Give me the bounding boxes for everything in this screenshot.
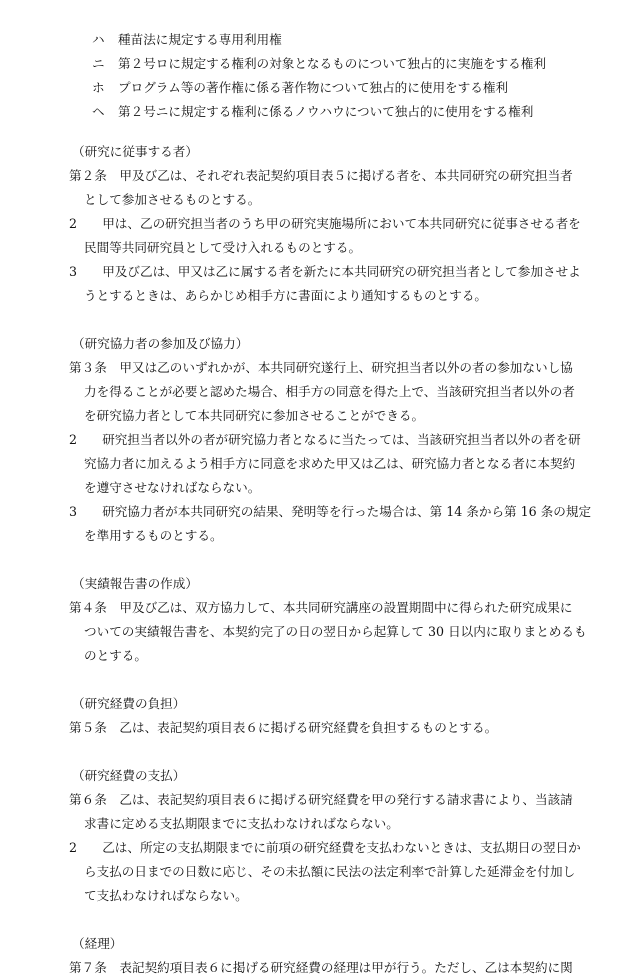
article-paragraph bbox=[0, 956, 630, 980]
paragraph-first-line: 2 甲は、乙の研究担当者のうち甲の研究実施場所において本共同研究に従事させる者を bbox=[69, 216, 581, 231]
article-paragraph bbox=[0, 212, 630, 260]
paragraph-first-line: 第４条 甲及び乙は、双方協力して、本共同研究講座の設置期間中に得られた研究成果に bbox=[69, 600, 573, 615]
sub-item-mark: ハ bbox=[92, 32, 105, 47]
section-heading: （研究協力者の参加及び協力） bbox=[72, 336, 249, 351]
section-heading: （実績報告書の作成） bbox=[72, 576, 198, 591]
sub-item-list bbox=[0, 28, 630, 124]
sub-item-text: 第２号ロに規定する権利の対象となるものについて独占的に実施をする権利 bbox=[118, 56, 546, 71]
sub-item-text: プログラム等の著作権に係る著作物について独占的に使用をする権利 bbox=[118, 80, 509, 95]
paragraph-continuation-line: 民間等共同研究員として受け入れるものとする。 bbox=[84, 240, 362, 255]
paragraph-first-line: 第６条 乙は、表記契約項目表６に掲げる研究経費を甲の発行する請求書により、当該請 bbox=[69, 792, 573, 807]
paragraph-first-line: 3 研究協力者が本共同研究の結果、発明等を行った場合は、第 14 条から第 16 条の規定 bbox=[69, 504, 592, 519]
sub-item-mark: ヘ bbox=[92, 104, 105, 119]
paragraph-first-line: 第２条 甲及び乙は、それぞれ表記契約項目表５に掲げる者を、本共同研究の研究担当者 bbox=[69, 168, 573, 183]
article-paragraph bbox=[0, 596, 630, 668]
article-sections bbox=[0, 124, 630, 980]
paragraph-continuation-line: を準用するものとする。 bbox=[84, 528, 223, 543]
paragraph-first-line: 2 研究担当者以外の者が研究協力者となるに当たっては、当該研究担当者以外の者を研 bbox=[69, 432, 581, 447]
paragraph-first-line: 2 乙は、所定の支払期限までに前項の研究経費を支払わないときは、支払期日の翌日か bbox=[69, 840, 581, 855]
paragraph-continuation-line: として参加させるものとする。 bbox=[84, 192, 261, 207]
sub-item-mark: ニ bbox=[92, 56, 105, 71]
paragraph-continuation-line: て支払わなければならない。 bbox=[84, 888, 248, 903]
paragraph-continuation-line: ついての実績報告書を、本契約完了の日の翌日から起算して 30 日以内に取りまとめるも bbox=[84, 624, 587, 639]
sub-item bbox=[0, 28, 630, 52]
section-heading: （経理） bbox=[72, 936, 123, 951]
article-paragraph bbox=[0, 260, 630, 308]
article-paragraph bbox=[0, 356, 630, 428]
article-paragraph bbox=[0, 836, 630, 908]
sub-item bbox=[0, 76, 630, 100]
paragraph-continuation-line: を研究協力者として本共同研究に参加させることができる。 bbox=[84, 408, 425, 423]
paragraph-continuation-line: 求書に定める支払期限までに支払わなければならない。 bbox=[84, 816, 399, 831]
section-heading: （研究に従事する者） bbox=[72, 144, 198, 159]
sub-item bbox=[0, 100, 630, 124]
paragraph-continuation-line: 力を得ることが必要と認めた場合、相手方の同意を得た上で、当該研究担当者以外の者 bbox=[84, 384, 575, 399]
sub-item-text: 種苗法に規定する専用利用権 bbox=[118, 32, 282, 47]
paragraph-continuation-line: うとするときは、あらかじめ相手方に書面により通知するものとする。 bbox=[84, 288, 487, 303]
paragraph-first-line: 第７条 表記契約項目表６に掲げる研究経費の経理は甲が行う。ただし、乙は本契約に関 bbox=[69, 960, 573, 975]
article-paragraph bbox=[0, 500, 630, 548]
sub-item-text: 第２号ニに規定する権利に係るノウハウについて独占的に使用をする権利 bbox=[118, 104, 534, 119]
paragraph-first-line: 第３条 甲又は乙のいずれかが、本共同研究遂行上、研究担当者以外の者の参加ないし協 bbox=[69, 360, 573, 375]
paragraph-continuation-line: 究協力者に加えるよう相手方に同意を求めた甲又は乙は、研究協力者となる者に本契約 bbox=[84, 456, 576, 471]
document-page bbox=[0, 28, 630, 980]
paragraph-continuation-line: のとする。 bbox=[84, 648, 147, 663]
section-heading: （研究経費の負担） bbox=[72, 696, 186, 711]
article-paragraph bbox=[0, 428, 630, 500]
sub-item bbox=[0, 52, 630, 76]
paragraph-first-line: 第５条 乙は、表記契約項目表６に掲げる研究経費を負担するものとする。 bbox=[69, 720, 498, 735]
sub-item-mark: ホ bbox=[92, 80, 105, 95]
paragraph-continuation-line: を遵守させなければならない。 bbox=[84, 480, 261, 495]
paragraph-continuation-line: ら支払の日までの日数に応じ、その未払額に民法の法定利率で計算した延滞金を付加し bbox=[84, 864, 576, 879]
paragraph-first-line: 3 甲及び乙は、甲又は乙に属する者を新たに本共同研究の研究担当者として参加させよ bbox=[69, 264, 581, 279]
article-paragraph bbox=[0, 716, 630, 740]
article-paragraph bbox=[0, 788, 630, 836]
article-paragraph bbox=[0, 164, 630, 212]
section-heading: （研究経費の支払） bbox=[72, 768, 186, 783]
